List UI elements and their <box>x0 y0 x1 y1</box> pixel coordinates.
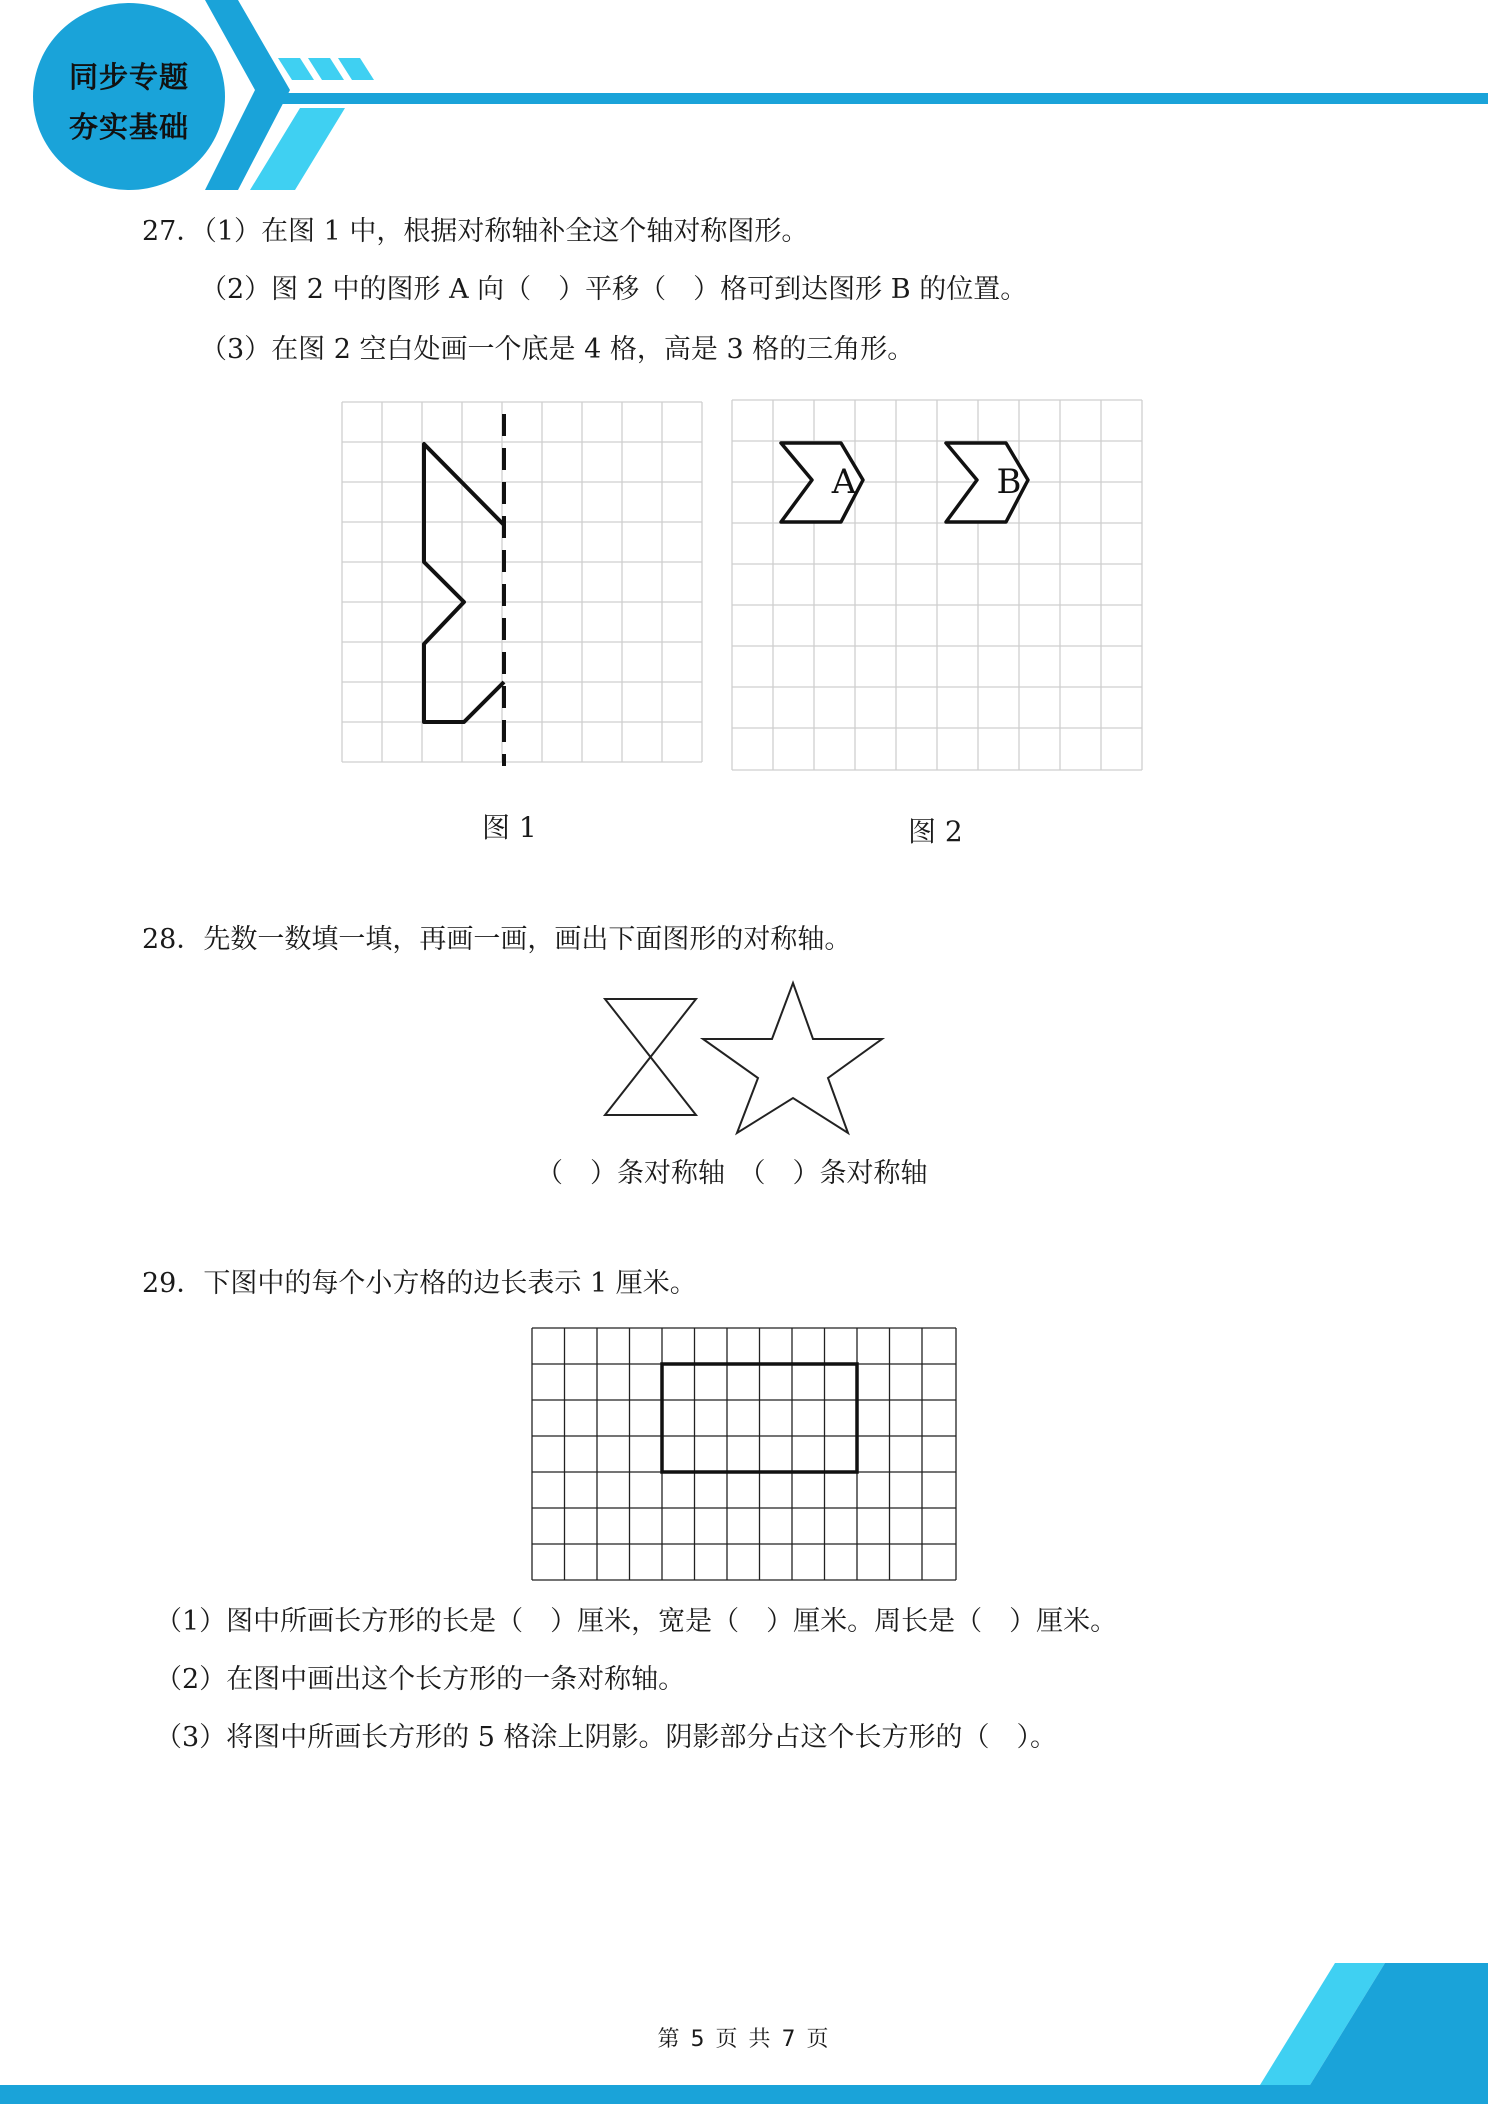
figure-1 <box>340 400 710 770</box>
figure-2 <box>730 398 1156 778</box>
footer-bar <box>0 2085 1488 2104</box>
fig2-caption: 图 2 <box>908 815 963 848</box>
badge-line-2: 夯实基础 <box>68 110 189 144</box>
header-bar <box>262 93 1488 104</box>
q29-grid <box>532 1328 956 1580</box>
fig2-shape-a-label: A <box>831 462 857 502</box>
q29-sub2: （2）在图中画出这个长方形的一条对称轴。 <box>155 1664 686 1695</box>
fig1-half-shape <box>424 444 504 722</box>
hourglass-shape <box>605 999 696 1115</box>
q28-shapes <box>600 975 890 1145</box>
fig1-grid <box>342 402 702 762</box>
badge-line-1: 同步专题 <box>68 60 189 94</box>
q29-line1: 29．下图中的每个小方格的边长表示 1 厘米。 <box>142 1268 697 1299</box>
header-stripe <box>338 58 374 80</box>
q28-caption: （ ）条对称轴 （ ）条对称轴 <box>536 1158 928 1189</box>
q27-line2: （2）图 2 中的图形 A 向（ ）平移（ ）格可到达图形 B 的位置。 <box>200 274 1028 305</box>
star-shape <box>703 983 882 1133</box>
fig2-shape-b-label: B <box>996 462 1022 502</box>
q28-line1: 28．先数一数填一填，再画一画，画出下面图形的对称轴。 <box>142 924 852 955</box>
q29-sub3: （3）将图中所画长方形的 5 格涂上阴影。阴影部分占这个长方形的（ ）。 <box>155 1722 1058 1753</box>
fig1-caption: 图 1 <box>482 811 537 844</box>
q27-line1: 27．（1）在图 1 中，根据对称轴补全这个轴对称图形。 <box>142 216 809 247</box>
page-number: 第 5 页 共 7 页 <box>657 2027 831 2052</box>
footer-decoration <box>0 1955 1488 2104</box>
header-stripe <box>308 58 344 80</box>
q29-grid-figure <box>528 1322 962 1584</box>
q27-line3: （3）在图 2 空白处画一个底是 4 格，高是 3 格的三角形。 <box>200 334 915 365</box>
q29-sub1: （1）图中所画长方形的长是（ ）厘米，宽是（ ）厘米。周长是（ ）厘米。 <box>155 1606 1118 1637</box>
header-stripe <box>278 58 314 80</box>
header-badge <box>33 3 225 190</box>
